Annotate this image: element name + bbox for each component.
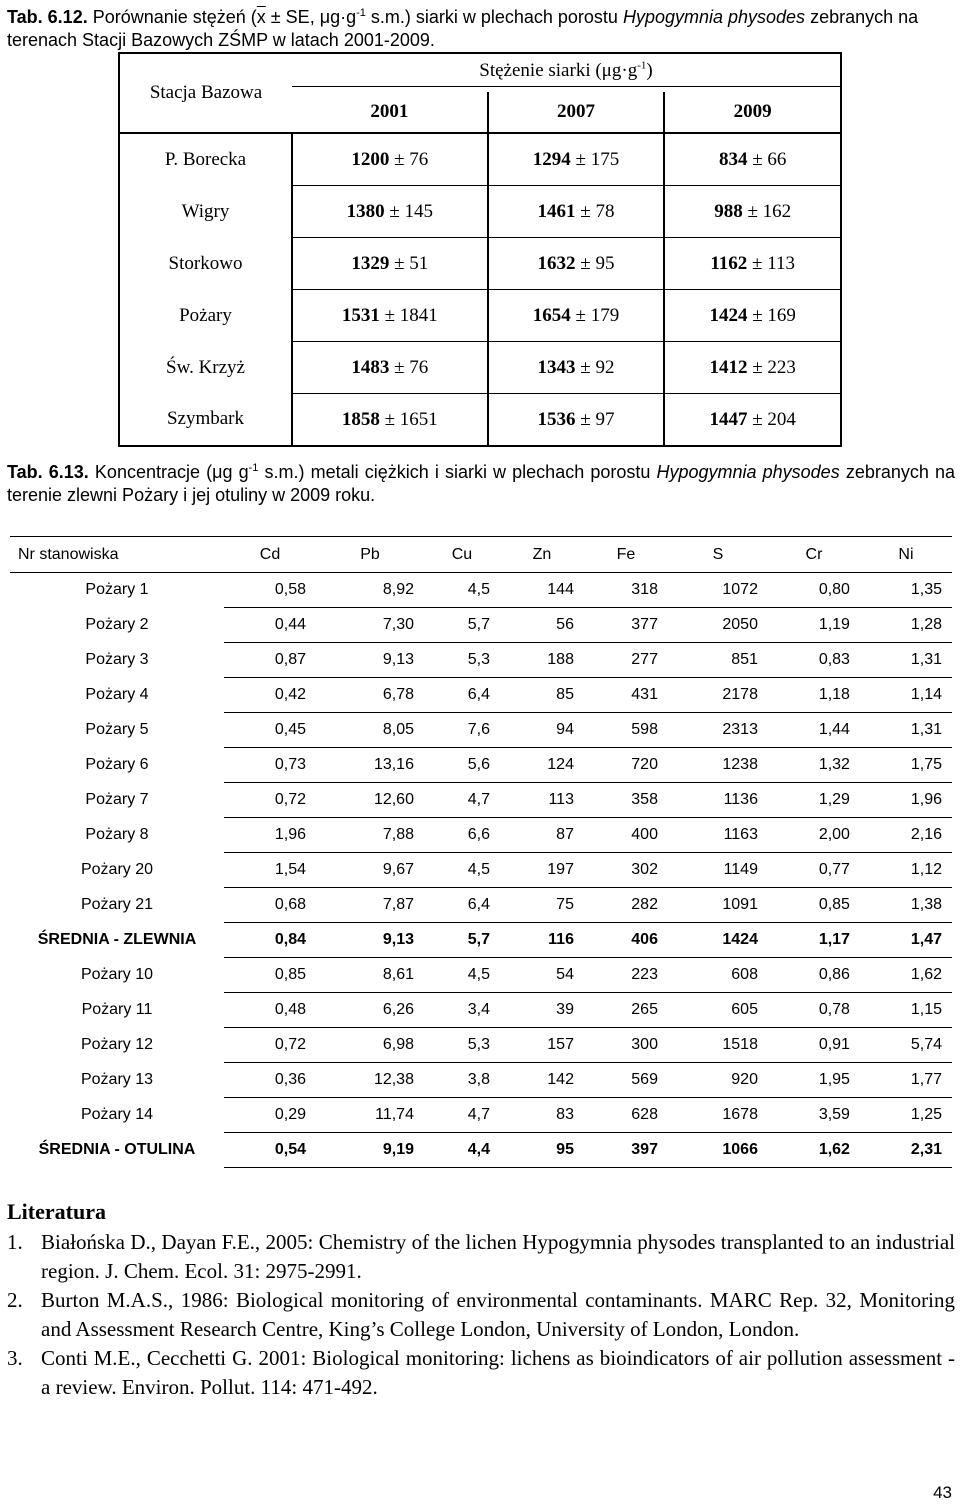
value-2007: 1654 ± 179: [488, 290, 665, 342]
reference-item: 1. Białońska D., Dayan F.E., 2005: Chemistry of the lichen Hypogymnia physodes transplanted to an industrial region. J. Chem. Ecol. 31: 2975-2991.: [7, 1230, 955, 1283]
measurement-cell: 0,58: [224, 573, 316, 608]
column-header: Zn: [532, 545, 552, 563]
measurement-cell: 3,59: [768, 1098, 860, 1133]
value-2007: 1461 ± 78: [488, 186, 665, 238]
measurement-cell: 157: [500, 1028, 584, 1063]
measurement-cell: 6,78: [316, 678, 424, 713]
measurement-cell: 5,6: [424, 748, 500, 783]
measurement-cell: 0,72: [224, 783, 316, 818]
measurement-cell: 0,83: [768, 643, 860, 678]
measurement-cell: 1,28: [860, 608, 952, 643]
measurement-cell: 12,38: [316, 1063, 424, 1098]
measurement-cell: 0,45: [224, 713, 316, 748]
measurement-cell: 95: [500, 1133, 584, 1168]
measurement-cell: 358: [584, 783, 668, 818]
measurement-cell: 4,5: [424, 958, 500, 993]
station-name: Pożary: [119, 290, 292, 342]
value-2001: 1858 ± 1651: [292, 394, 488, 447]
station-name: Szymbark: [119, 394, 292, 447]
measurement-cell: 1066: [668, 1133, 768, 1168]
station-name: P. Borecka: [119, 133, 292, 186]
measurement-cell: 1,18: [768, 678, 860, 713]
value-2001: 1531 ± 1841: [292, 290, 488, 342]
reference-list: [7, 1228, 955, 1402]
measurement-cell: 6,4: [424, 888, 500, 923]
measurement-cell: 7,30: [316, 608, 424, 643]
table-row: [10, 713, 952, 748]
measurement-cell: 1,32: [768, 748, 860, 783]
measurement-cell: 1,19: [768, 608, 860, 643]
column-header: Cr: [805, 545, 823, 563]
measurement-cell: 0,54: [224, 1133, 316, 1168]
measurement-cell: 223: [584, 958, 668, 993]
measurement-cell: 4,5: [424, 573, 500, 608]
measurement-cell: 1,31: [860, 713, 952, 748]
measurement-cell: 8,05: [316, 713, 424, 748]
measurement-cell: 1,25: [860, 1098, 952, 1133]
measurement-cell: 124: [500, 748, 584, 783]
measurement-cell: 0,77: [768, 853, 860, 888]
measurement-cell: 2,00: [768, 818, 860, 853]
table-row: [10, 888, 952, 923]
measurement-cell: 1,17: [768, 923, 860, 958]
site-name: Pożary 7: [85, 791, 149, 808]
table-row: [119, 290, 841, 342]
measurement-cell: 0,80: [768, 573, 860, 608]
measurement-cell: 1,75: [860, 748, 952, 783]
value-2001: 1200 ± 76: [292, 133, 488, 186]
value-2009: 1447 ± 204: [664, 394, 841, 447]
table-row: [10, 783, 952, 818]
measurement-cell: 1,54: [224, 853, 316, 888]
measurement-cell: 1,62: [860, 958, 952, 993]
value-2007: 1343 ± 92: [488, 342, 665, 394]
table-row: [119, 394, 841, 447]
column-header: Cu: [451, 545, 473, 563]
measurement-cell: 9,19: [316, 1133, 424, 1168]
site-name: Pożary 12: [80, 1036, 154, 1053]
value-2007: 1294 ± 175: [488, 133, 665, 186]
site-name: Pożary 21: [80, 896, 154, 913]
table-row: [10, 748, 952, 783]
measurement-cell: 1,44: [768, 713, 860, 748]
caption-label: Tab. 6.12.: [7, 7, 88, 27]
measurement-cell: 8,61: [316, 958, 424, 993]
measurement-cell: 56: [500, 608, 584, 643]
measurement-cell: 1,12: [860, 853, 952, 888]
mean-symbol: $\overline{x}$: [256, 7, 266, 27]
measurement-cell: 5,3: [424, 643, 500, 678]
reference-item: 2. Burton M.A.S., 1986: Biological monitoring of environmental contaminants. MARC Rep. 32, Monitoring and Assessment Research Centre, King’s College London, University of London, London.: [7, 1288, 955, 1341]
measurement-cell: 1238: [668, 748, 768, 783]
measurement-cell: 406: [584, 923, 668, 958]
measurement-cell: 598: [584, 713, 668, 748]
site-name: Pożary 4: [85, 686, 149, 703]
site-name: Pożary 10: [80, 966, 154, 983]
measurement-cell: 1,38: [860, 888, 952, 923]
measurement-cell: 0,36: [224, 1063, 316, 1098]
measurement-cell: 397: [584, 1133, 668, 1168]
measurement-cell: 9,13: [316, 643, 424, 678]
measurement-cell: 1072: [668, 573, 768, 608]
measurement-cell: 0,73: [224, 748, 316, 783]
measurement-cell: 1,31: [860, 643, 952, 678]
measurement-cell: 12,60: [316, 783, 424, 818]
measurement-cell: 83: [500, 1098, 584, 1133]
measurement-cell: 400: [584, 818, 668, 853]
column-header: Fe: [616, 545, 636, 563]
value-2009: 1412 ± 223: [664, 342, 841, 394]
measurement-cell: 6,6: [424, 818, 500, 853]
table-row: [10, 573, 952, 608]
measurement-cell: 0,48: [224, 993, 316, 1028]
measurement-cell: 39: [500, 993, 584, 1028]
table-row: [10, 993, 952, 1028]
species-name: Hypogymnia physodes: [622, 7, 806, 27]
measurement-cell: 300: [584, 1028, 668, 1063]
measurement-cell: 5,7: [424, 923, 500, 958]
measurement-cell: 7,88: [316, 818, 424, 853]
table-row: [10, 923, 952, 958]
measurement-cell: 85: [500, 678, 584, 713]
caption-tab-6-13: Tab. 6.13. Koncentracje (μg $g^{-1}$ s.m.) metali ciężkich i siarki w plechach porostu Hypogymnia physodes zebranych na terenie zlewni Pożary i jej otuliny w 2009 roku.: [7, 462, 955, 505]
measurement-cell: 3,4: [424, 993, 500, 1028]
measurement-cell: 1424: [668, 923, 768, 958]
table-row: [10, 1133, 952, 1168]
measurement-cell: 569: [584, 1063, 668, 1098]
table-row: [10, 678, 952, 713]
measurement-cell: 8,92: [316, 573, 424, 608]
heavy-metals-table: [10, 536, 952, 1168]
measurement-cell: 6,26: [316, 993, 424, 1028]
measurement-cell: 1091: [668, 888, 768, 923]
measurement-cell: 282: [584, 888, 668, 923]
sulfur-concentration-table: [118, 52, 842, 447]
year-2009: 2009: [664, 92, 841, 133]
measurement-cell: 1,35: [860, 573, 952, 608]
value-2001: 1329 ± 51: [292, 238, 488, 290]
species-name: Hypogymnia physodes: [656, 462, 840, 482]
table-row: [10, 1028, 952, 1063]
value-2009: 834 ± 66: [664, 133, 841, 186]
measurement-cell: 302: [584, 853, 668, 888]
table-row: [10, 608, 952, 643]
measurement-cell: 197: [500, 853, 584, 888]
value-2009: 1424 ± 169: [664, 290, 841, 342]
measurement-cell: 4,7: [424, 1098, 500, 1133]
measurement-cell: 1678: [668, 1098, 768, 1133]
table-row: [10, 958, 952, 993]
measurement-cell: 13,16: [316, 748, 424, 783]
table-row: [10, 643, 952, 678]
caption-tab-6-12: Tab. 6.12. Porównanie stężeń ($\overline{x}$ ± SE, $\mu g\cdot g^{-1}$ s.m.) siarki w plechach porostu Hypogymnia physodes zebranych na terenach Stacji Bazowych ZŚMP w latach 2001-2009.: [7, 7, 919, 50]
value-2009: 988 ± 162: [664, 186, 841, 238]
measurement-cell: 4,7: [424, 783, 500, 818]
measurement-cell: 0,29: [224, 1098, 316, 1133]
measurement-cell: 1136: [668, 783, 768, 818]
measurement-cell: 720: [584, 748, 668, 783]
table-row: [10, 818, 952, 853]
measurement-cell: 9,13: [316, 923, 424, 958]
table-row: [10, 1098, 952, 1133]
measurement-cell: 377: [584, 608, 668, 643]
measurement-cell: 0,85: [224, 958, 316, 993]
measurement-cell: 142: [500, 1063, 584, 1098]
measurement-cell: 5,3: [424, 1028, 500, 1063]
site-name: ŚREDNIA - OTULINA: [38, 1141, 196, 1158]
measurement-cell: 188: [500, 643, 584, 678]
measurement-cell: 265: [584, 993, 668, 1028]
measurement-cell: 1149: [668, 853, 768, 888]
measurement-cell: 87: [500, 818, 584, 853]
caption-label: Tab. 6.13.: [7, 462, 89, 482]
measurement-cell: 2313: [668, 713, 768, 748]
measurement-cell: 75: [500, 888, 584, 923]
measurement-cell: 144: [500, 573, 584, 608]
site-name: Pożary 1: [85, 581, 149, 599]
column-header: Cd: [259, 545, 281, 563]
measurement-cell: 0,85: [768, 888, 860, 923]
measurement-cell: 277: [584, 643, 668, 678]
measurement-cell: 7,87: [316, 888, 424, 923]
station-name: Wigry: [119, 186, 292, 238]
station-name: Storkowo: [119, 238, 292, 290]
measurement-cell: 9,67: [316, 853, 424, 888]
measurement-cell: 0,72: [224, 1028, 316, 1063]
table-row: [10, 853, 952, 888]
measurement-cell: 0,68: [224, 888, 316, 923]
site-name: Pożary 14: [80, 1106, 154, 1123]
measurement-cell: 605: [668, 993, 768, 1028]
site-name: Pożary 5: [85, 721, 149, 738]
measurement-cell: 3,8: [424, 1063, 500, 1098]
site-name: Pożary 6: [85, 756, 149, 773]
measurement-cell: 318: [584, 573, 668, 608]
measurement-cell: 608: [668, 958, 768, 993]
site-name: Pożary 3: [85, 651, 149, 668]
measurement-cell: 2,31: [860, 1133, 952, 1168]
station-name: Św. Krzyż: [119, 342, 292, 394]
measurement-cell: 5,7: [424, 608, 500, 643]
measurement-cell: 0,84: [224, 923, 316, 958]
measurement-cell: 1,77: [860, 1063, 952, 1098]
value-2001: 1483 ± 76: [292, 342, 488, 394]
measurement-cell: 1,96: [860, 783, 952, 818]
measurement-cell: 0,78: [768, 993, 860, 1028]
measurement-cell: 920: [668, 1063, 768, 1098]
measurement-cell: 1,47: [860, 923, 952, 958]
measurement-cell: 0,42: [224, 678, 316, 713]
value-2007: 1632 ± 95: [488, 238, 665, 290]
measurement-cell: 6,98: [316, 1028, 424, 1063]
measurement-cell: 5,74: [860, 1028, 952, 1063]
literature-title: Literatura: [7, 1199, 106, 1224]
measurement-cell: 0,44: [224, 608, 316, 643]
table-row: [119, 186, 841, 238]
measurement-cell: 1,29: [768, 783, 860, 818]
measurement-cell: 1,14: [860, 678, 952, 713]
measurement-cell: 94: [500, 713, 584, 748]
measurement-cell: 7,6: [424, 713, 500, 748]
measurement-cell: 851: [668, 643, 768, 678]
measurement-cell: 1,62: [768, 1133, 860, 1168]
site-name: Pożary 13: [80, 1071, 154, 1088]
reference-item: 3. Conti M.E., Cecchetti G. 2001: Biological monitoring: lichens as bioindicators of air pollution assessment - a review. Environ. Pollut. 114: 471-492.: [7, 1346, 955, 1399]
site-name: Pożary 8: [85, 826, 149, 843]
measurement-cell: 113: [500, 783, 584, 818]
measurement-cell: 2178: [668, 678, 768, 713]
measurement-cell: 0,86: [768, 958, 860, 993]
concentration-header: Stężenie siarki $(\mu g\cdot g^{-1})$: [292, 53, 841, 92]
table-row: [10, 1063, 952, 1098]
measurement-cell: 431: [584, 678, 668, 713]
measurement-cell: 4,5: [424, 853, 500, 888]
station-header: Stacja Bazowa: [119, 53, 292, 133]
measurement-cell: 1,96: [224, 818, 316, 853]
measurement-cell: 54: [500, 958, 584, 993]
measurement-cell: 1,95: [768, 1063, 860, 1098]
measurement-cell: 11,74: [316, 1098, 424, 1133]
value-2009: 1162 ± 113: [664, 238, 841, 290]
measurement-cell: 116: [500, 923, 584, 958]
measurement-cell: 1,15: [860, 993, 952, 1028]
column-header: Pb: [360, 545, 380, 563]
value-2007: 1536 ± 97: [488, 394, 665, 447]
page-number: 43: [933, 1483, 952, 1502]
column-header: S: [712, 545, 724, 563]
measurement-cell: 0,87: [224, 643, 316, 678]
measurement-cell: 1163: [668, 818, 768, 853]
site-name: Pożary 11: [81, 1001, 153, 1018]
year-2001: 2001: [292, 92, 488, 133]
measurement-cell: 2050: [668, 608, 768, 643]
measurement-cell: 0,91: [768, 1028, 860, 1063]
value-2001: 1380 ± 145: [292, 186, 488, 238]
table-row: [119, 133, 841, 186]
site-name: Pożary 2: [85, 616, 149, 633]
measurement-cell: 628: [584, 1098, 668, 1133]
column-header: Ni: [898, 545, 914, 563]
site-name: Pożary 20: [80, 861, 154, 878]
measurement-cell: 1518: [668, 1028, 768, 1063]
table-row: [119, 238, 841, 290]
measurement-cell: 2,16: [860, 818, 952, 853]
table-row: [119, 342, 841, 394]
site-name: ŚREDNIA - ZLEWNIA: [37, 931, 197, 948]
column-header: Nr stanowiska: [18, 545, 119, 563]
year-2007: 2007: [488, 92, 665, 133]
measurement-cell: 4,4: [424, 1133, 500, 1168]
measurement-cell: 6,4: [424, 678, 500, 713]
